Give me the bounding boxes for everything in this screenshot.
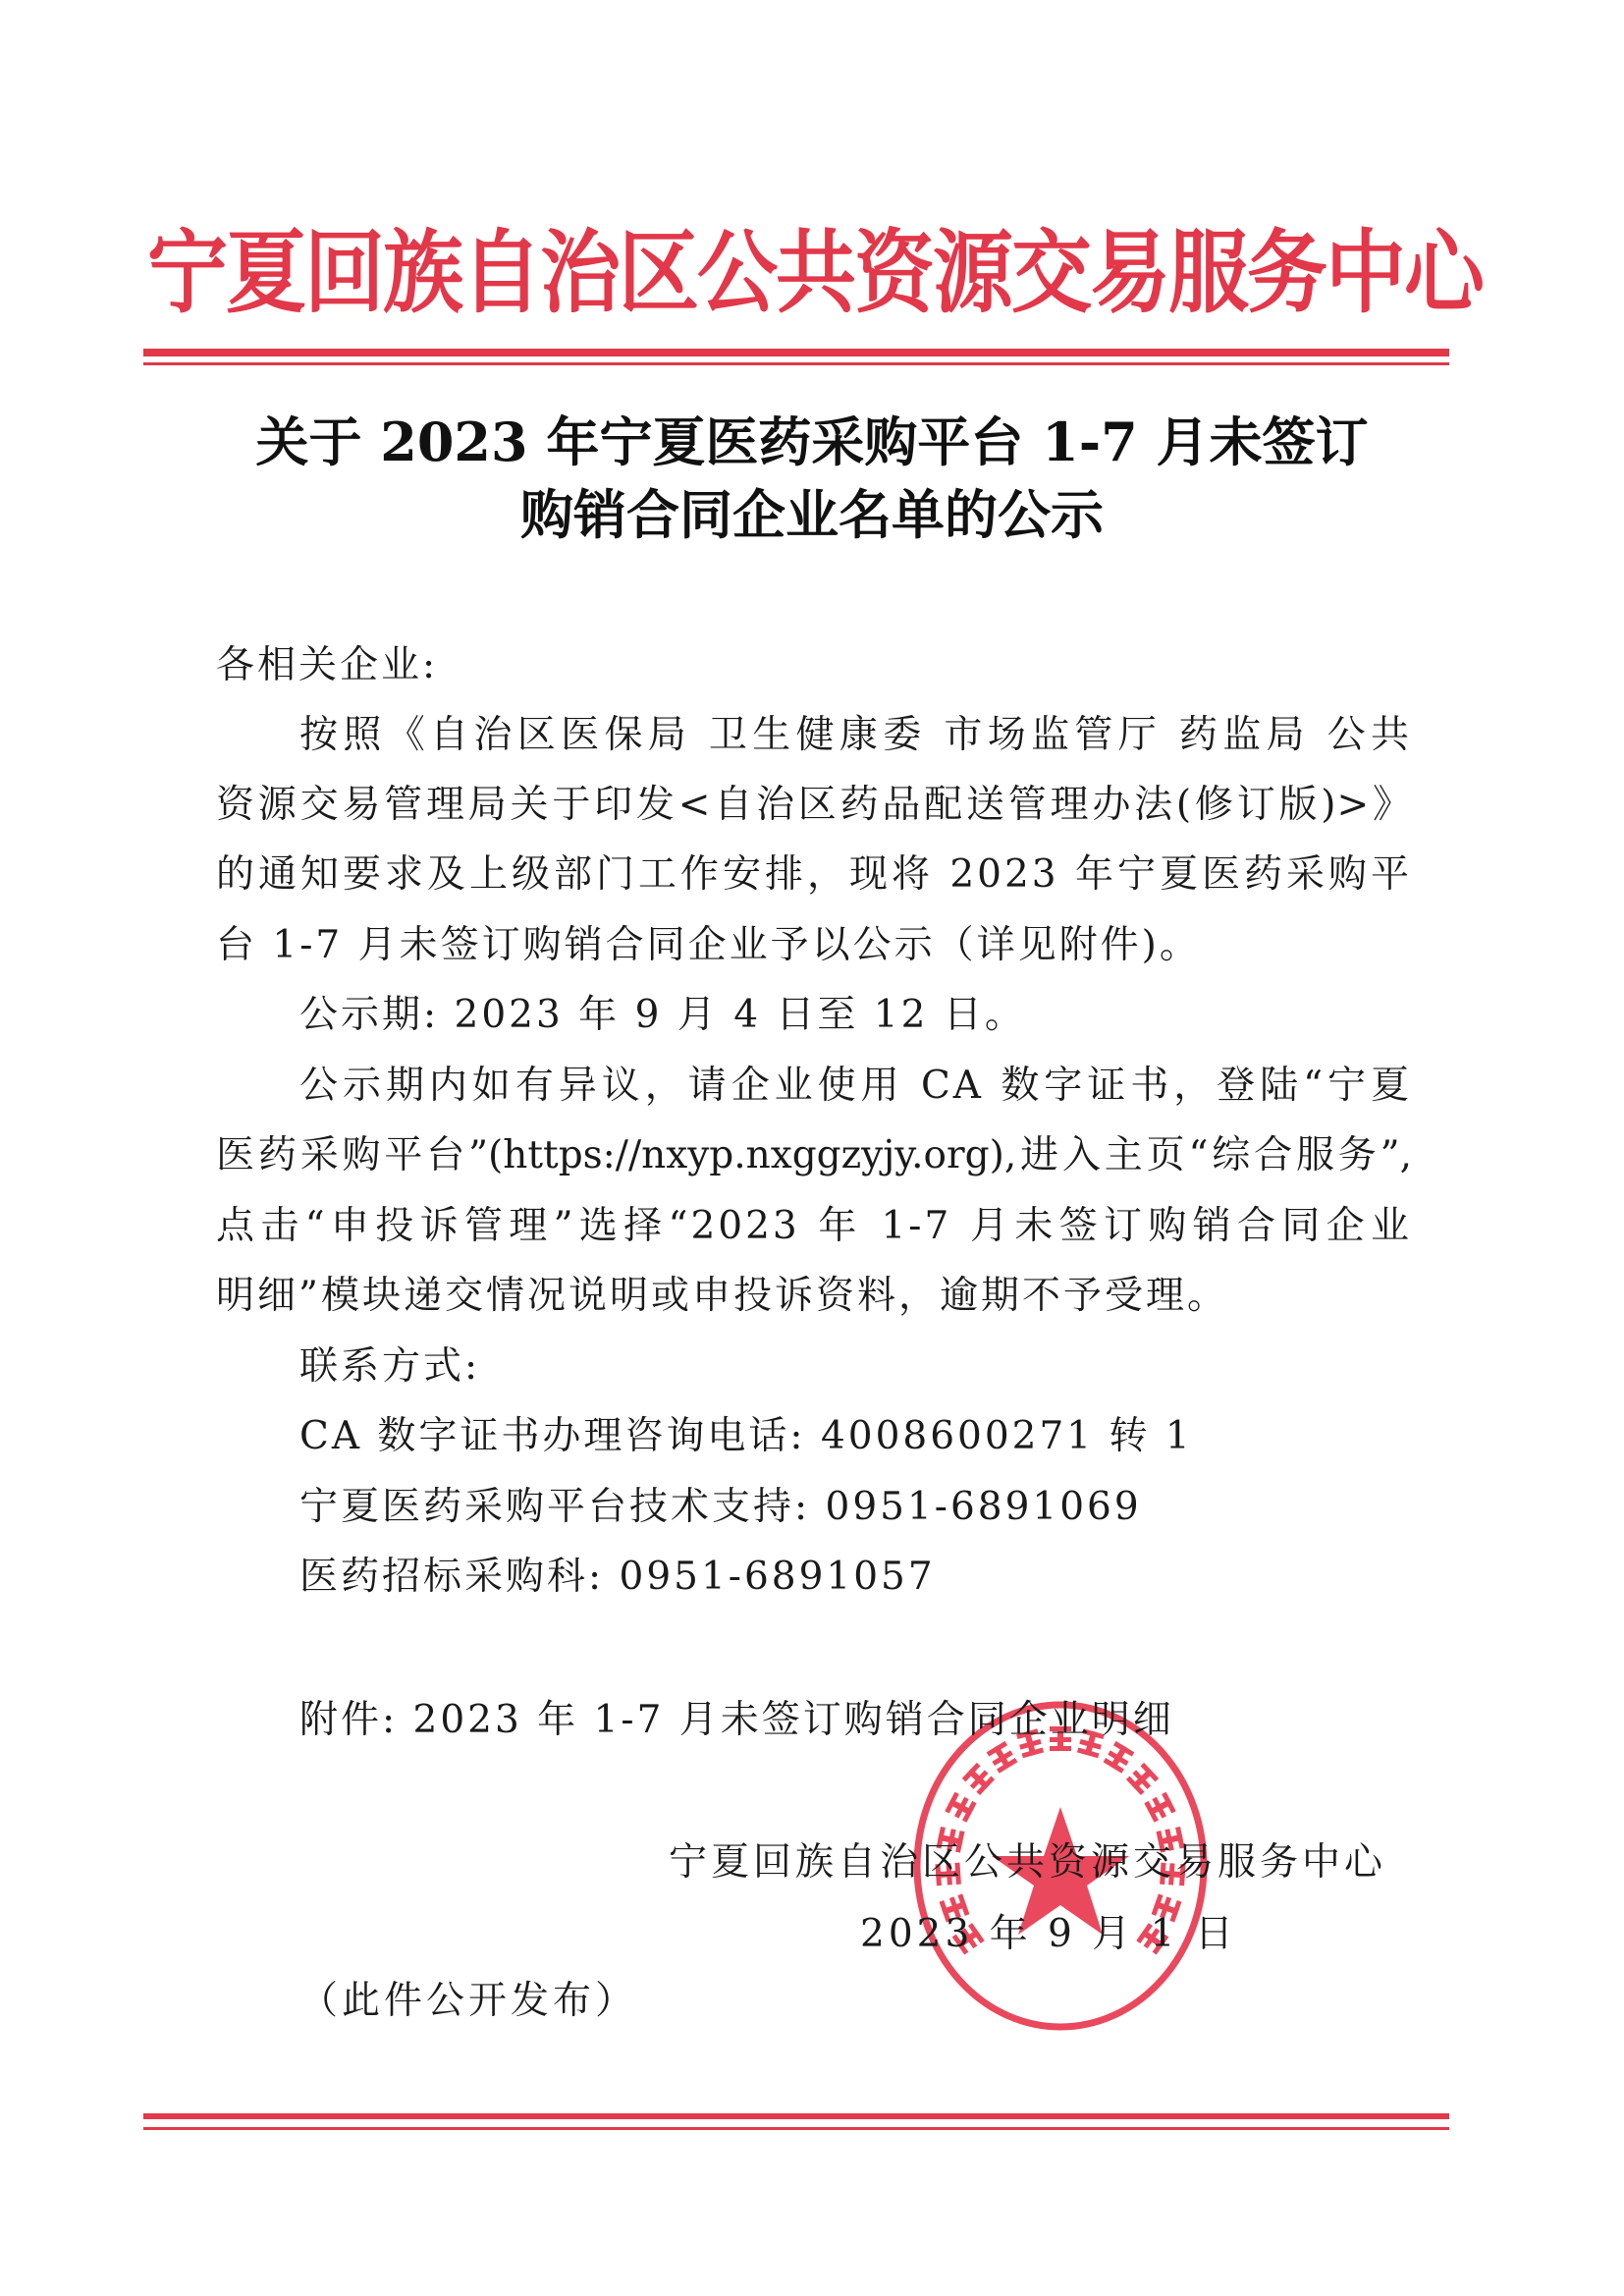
publicity-period: 公示期: 2023 年 9 月 4 日至 12 日。 <box>299 993 1026 1037</box>
header-divider-thick <box>143 349 1449 356</box>
paragraph-line: 点击“申投诉管理”选择“2023 年 1-7 月未签订购销合同企业 <box>216 1204 1412 1248</box>
paragraph-line: 台 1-7 月未签订购销合同企业予以公示（详见附件)。 <box>216 923 1201 967</box>
attachment-note: 附件: 2023 年 1-7 月未签订购销合同企业明细 <box>299 1698 1174 1742</box>
footer-divider-thick <box>143 2113 1449 2119</box>
seal-glyph-mark <box>1144 1792 1175 1823</box>
paragraph-line: 按照《自治区医保局 卫生健康委 市场监管厅 药监局 公共 <box>299 713 1412 757</box>
document-title-line-2: 购销合同企业名单的公示 <box>520 483 1104 546</box>
seal-glyph-mark <box>962 1763 995 1795</box>
paragraph-line: 医药采购平台”(https://nxyp.nxggzyjy.org),进入主页“综合服务”, <box>216 1133 1412 1177</box>
paragraph-line: 公示期内如有异议，请企业使用 CA 数字证书，登陆“宁夏 <box>299 1064 1412 1108</box>
contact-ca-certificate: CA 数字证书办理咨询电话: 4008600271 转 1 <box>299 1414 1193 1458</box>
seal-glyph-mark <box>945 1792 976 1823</box>
issue-date: 2023 年 9 月 1 日 <box>860 1912 1237 1956</box>
header-divider-thin <box>143 362 1449 365</box>
contact-heading: 联系方式: <box>299 1344 481 1389</box>
salutation: 各相关企业: <box>216 643 439 687</box>
seal-glyph-mark <box>1126 1763 1159 1795</box>
contact-procurement-dept: 医药招标采购科: 0951-6891057 <box>299 1555 936 1599</box>
paragraph-line: 资源交易管理局关于印发<自治区药品配送管理办法(修订版)>》 <box>216 783 1412 827</box>
contact-tech-support: 宁夏医药采购平台技术支持: 0951-6891069 <box>299 1485 1142 1529</box>
paragraph-line: 的通知要求及上级部门工作安排，现将 2023 年宁夏医药采购平 <box>216 852 1412 897</box>
issuer-signature: 宁夏回族自治区公共资源交易服务中心 <box>669 1840 1387 1885</box>
document-title-line-1: 关于 2023 年宁夏医药采购平台 1-7 月未签订 <box>255 410 1369 473</box>
issuing-organization-header: 宁夏回族自治区公共资源交易服务中心 <box>147 220 1484 326</box>
paragraph-line: 明细”模块递交情况说明或申投诉资料，逾期不予受理。 <box>216 1274 1228 1318</box>
footer-divider-thin <box>143 2127 1449 2130</box>
publication-note: （此件公开发布） <box>299 1979 638 2023</box>
